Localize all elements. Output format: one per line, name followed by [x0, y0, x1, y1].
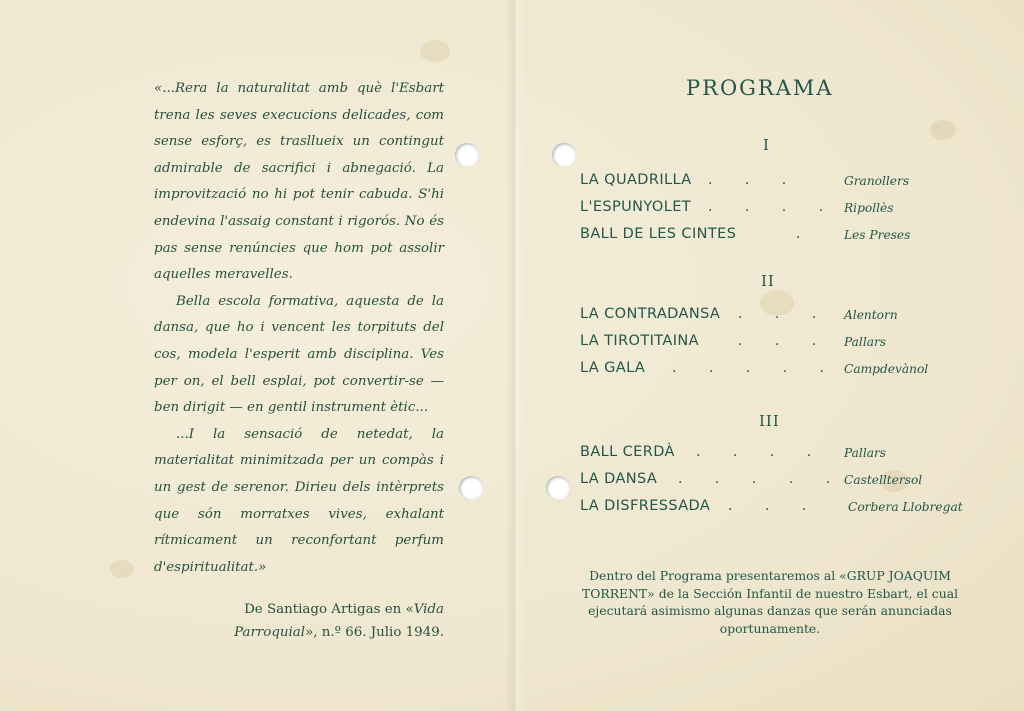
- dance-name: LA DANSA: [580, 471, 658, 487]
- dance-row: [580, 172, 980, 196]
- dance-name: LA TIROTITAINA: [580, 333, 699, 349]
- attribution-author: De Santiago Artigas en «: [244, 602, 414, 617]
- dance-origin: Les Preses: [844, 228, 911, 242]
- dance-origin: Granollers: [844, 174, 910, 188]
- paper-stain: [110, 560, 134, 578]
- program-note: Dentro del Programa presentaremos al «GRUP JOAQUIM TORRENT» de la Sección Infantil de nuestro Esbart, el cual ejecutará asimismo algunas danzas que serán anunciadas oportunamente.: [581, 568, 959, 636]
- dance-origin: Campdevànol: [844, 362, 929, 376]
- dance-origin: Alentorn: [844, 308, 898, 322]
- dance-origin: Castelltersol: [844, 473, 923, 487]
- dance-row: [580, 333, 980, 357]
- paper-stain: [420, 40, 450, 62]
- quote-paragraph: ...I la sensació de netedat, la materialitat minimitzada per un compàs i un gest de serenor. Dirieu dels intèrprets que són morratxes vives, exhalant rítmicament un reconfortant perfum d'espiritualitat.»: [154, 426, 444, 575]
- dance-origin: Corbera Llobregat: [848, 500, 963, 514]
- dot-leader: . . . .: [708, 199, 838, 215]
- dance-row: [580, 498, 980, 522]
- paper-stain: [930, 120, 956, 140]
- punch-hole: [552, 143, 576, 167]
- dot-leader: . . . .: [696, 444, 826, 460]
- dance-row: [580, 306, 980, 330]
- punch-hole: [459, 476, 483, 500]
- dance-origin: Ripollès: [844, 201, 894, 215]
- quote-attribution: [200, 598, 444, 644]
- center-fold: [506, 0, 524, 711]
- section-numeral: I: [763, 136, 770, 154]
- attribution-issue: », n.º 66. Julio 1949.: [305, 625, 444, 640]
- dance-name: L'ESPUNYOLET: [580, 199, 692, 215]
- dance-origin: Pallars: [844, 335, 887, 349]
- dance-origin: Pallars: [844, 446, 887, 460]
- quote-column: [154, 76, 444, 581]
- dance-row: [580, 471, 980, 495]
- punch-hole: [546, 476, 570, 500]
- quote-paragraph: «...Rera la naturalitat amb què l'Esbart trena les seves execucions delicades, com sense esforç, es trasllueix un contingut admirable de sacrifici i abnegació. La improvització no hi pot tenir cabuda. S'hi endevina l'assaig constant i rigorós. No és pas sense renúncies que hom pot assolir aquelles meravelles.: [154, 81, 444, 283]
- dance-name: BALL CERDÀ: [580, 444, 675, 460]
- dot-leader: . . .: [738, 333, 831, 349]
- dance-row: [580, 226, 980, 250]
- dance-row: [580, 360, 980, 384]
- punch-hole: [455, 143, 479, 167]
- program-title: PROGRAMA: [686, 76, 834, 100]
- dance-name: LA GALA: [580, 360, 646, 376]
- dance-name: LA DISFRESSADA: [580, 498, 711, 514]
- dot-leader: .: [796, 226, 815, 242]
- dot-leader: . . . . .: [678, 471, 845, 487]
- dance-row: [580, 444, 980, 468]
- section-numeral: II: [761, 272, 775, 290]
- quote-paragraph: Bella escola formativa, aquesta de la dansa, que ho i vencent les torpituts del cos, modela l'esperit amb disciplina. Ves per on, el bell esplai, pot convertir-se — ben dirigit — en gentil instrument ètic...: [154, 293, 444, 416]
- dance-name: BALL DE LES CINTES: [580, 226, 737, 242]
- dance-name: LA CONTRADANSA: [580, 306, 721, 322]
- dot-leader: . . .: [738, 306, 831, 322]
- dot-leader: . . . . .: [672, 360, 839, 376]
- dance-row: [580, 199, 980, 223]
- dot-leader: . . .: [708, 172, 801, 188]
- dance-name: LA QUADRILLA: [580, 172, 692, 188]
- section-numeral: III: [759, 412, 780, 430]
- dot-leader: . . .: [728, 498, 821, 514]
- attribution-publication: Vida Parroquial: [234, 602, 444, 640]
